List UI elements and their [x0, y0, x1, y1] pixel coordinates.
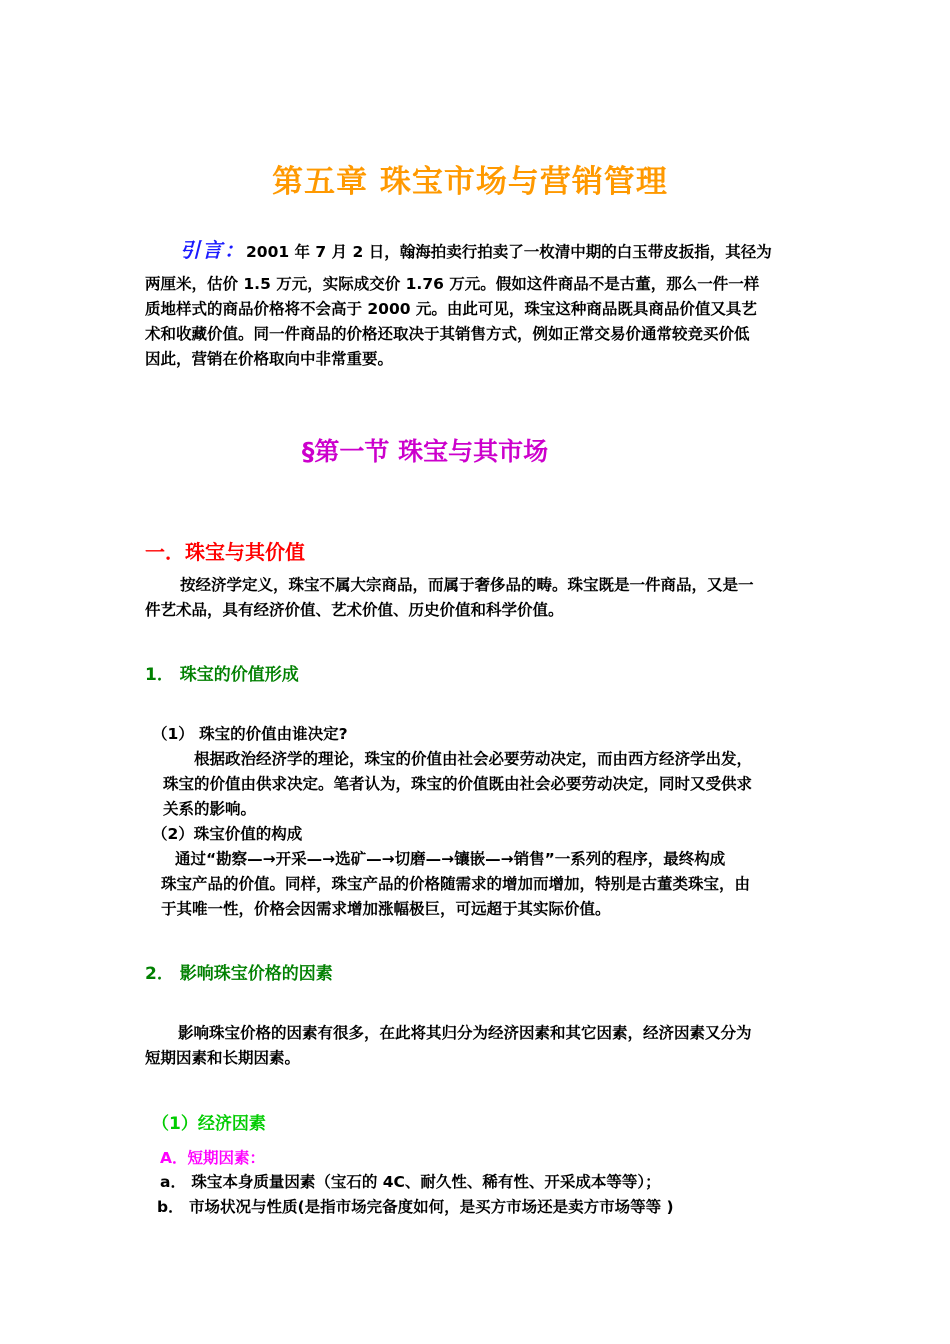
intro-line-3: 质地样式的商品价格将不会高于 2000 元。由此可见，珠宝这种商品既具商品价值又具艺: [145, 300, 757, 318]
intro-line-4: 术和收藏价值。同一件商品的价格还取决于其销售方式，例如正常交易价通常较竞买价低: [145, 325, 750, 343]
sub2-line-2: 短期因素和长期因素。: [145, 1049, 301, 1067]
q1-line-3: 关系的影响。: [163, 800, 257, 818]
sub1-heading: 1． 珠宝的价值形成: [145, 665, 299, 685]
q1-line-2: 珠宝的价值由供求决定。笔者认为，珠宝的价值既由社会必要劳动决定，同时又受供求: [163, 775, 753, 793]
q2-line-3: 于其唯一性，价格会因需求增加涨幅极巨，可远超于其实际价值。: [161, 900, 611, 918]
intro-line-2: 两厘米，估价 1.5 万元，实际成交价 1.76 万元。假如这件商品不是古董，那么一件一样: [145, 275, 760, 293]
intro-line-1: 2001 年 7 月 2 日，翰海拍卖行拍卖了一枚清中期的白玉带皮扳指，其径为: [246, 243, 772, 261]
item-b: b． 市场状况与性质(是指市场完备度如何，是买方市场还是卖方市场等等 ): [157, 1198, 674, 1216]
q1-line-1: 根据政治经济学的理论，珠宝的价值由社会必要劳动决定，而由西方经济学出发，: [194, 750, 753, 768]
econ-heading: （1）经济因素: [152, 1114, 266, 1134]
intro-line-5: 因此，营销在价格取向中非常重要。: [145, 350, 394, 368]
intro-first-line: [180, 238, 772, 265]
chapter-title: 第五章 珠宝市场与营销管理: [272, 164, 668, 200]
part1-heading: 一．珠宝与其价值: [145, 540, 305, 564]
sub2-line-1: 影响珠宝价格的因素有很多，在此将其归分为经济因素和其它因素，经济因素又分为: [178, 1024, 752, 1042]
item-a: a． 珠宝本身质量因素（宝石的 4C、耐久性、稀有性、开采成本等等）；: [160, 1173, 661, 1191]
part1-line-1: 按经济学定义，珠宝不属大宗商品，而属于奢侈品的畴。珠宝既是一件商品，又是一: [180, 576, 754, 594]
q2-heading: （2）珠宝价值的构成: [152, 825, 303, 843]
intro-label: 引言：: [180, 238, 246, 262]
q2-line-1: 通过“勘察—→开采—→选矿—→切磨—→镶嵌—→销售”一系列的程序，最终构成: [175, 850, 726, 868]
short-term-heading: A．短期因素：: [160, 1149, 265, 1167]
part1-line-2: 件艺术品，具有经济价值、艺术价值、历史价值和科学价值。: [145, 601, 564, 619]
q1-heading: （1） 珠宝的价值由谁决定?: [152, 725, 348, 743]
sub2-heading: 2． 影响珠宝价格的因素: [145, 964, 333, 984]
section-title: §第一节 珠宝与其市场: [301, 437, 549, 466]
q2-line-2: 珠宝产品的价值。同样，珠宝产品的价格随需求的增加而增加，特别是古董类珠宝，由: [161, 875, 751, 893]
